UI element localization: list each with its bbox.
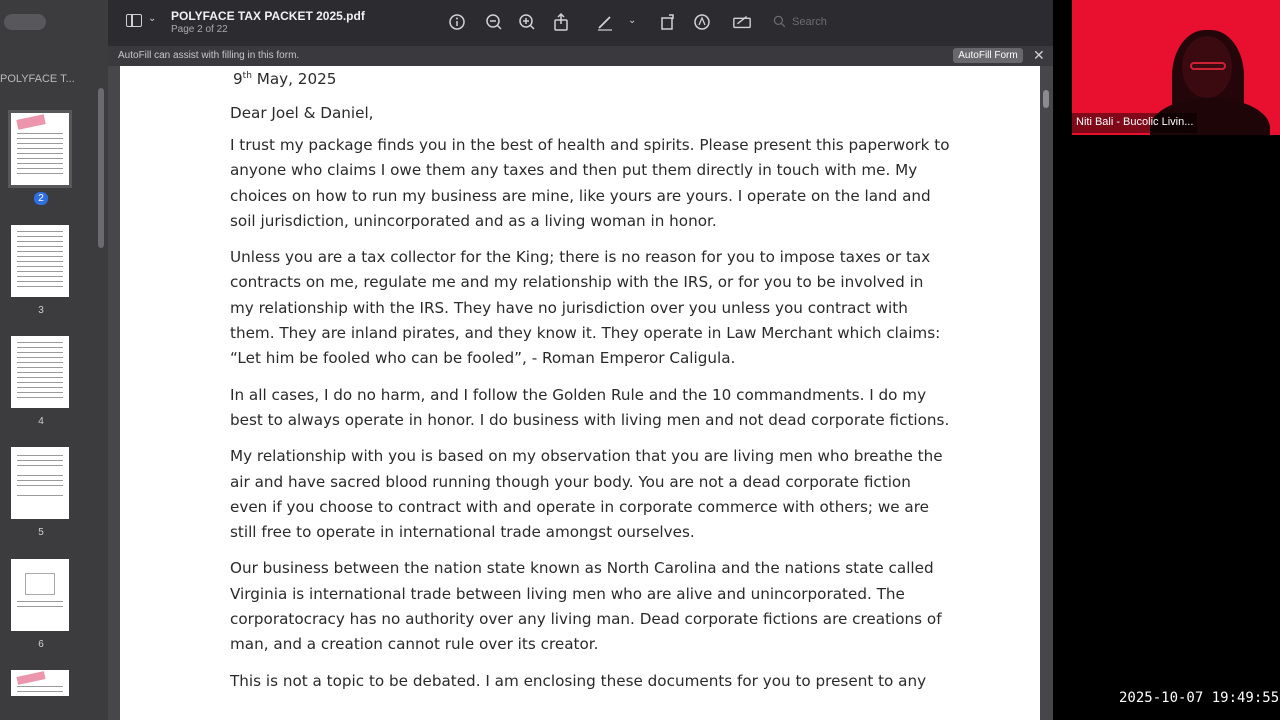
thumbnail-image[interactable] — [11, 670, 69, 696]
thumbnail-page-7-partial[interactable] — [8, 670, 74, 696]
paragraph: Our business between the nation state known as North Carolina and the nations state called Virginia is international trade between living men who are alive and unincorporated. The corporatocracy has no authority over any living man. Dead corporate fictions are creations of man, and a creation cannot rule over its creator. — [230, 559, 942, 654]
thumbnail-page-5[interactable] — [8, 447, 74, 538]
thumbnail-page-number: 4 — [38, 416, 44, 427]
rotate-icon[interactable] — [658, 12, 678, 32]
thumbnail-page-4[interactable] — [8, 336, 74, 427]
thumbnail-page-number: 2 — [8, 193, 74, 204]
thumbnail-image[interactable] — [11, 225, 69, 297]
thumbnail-sidebar — [0, 0, 108, 720]
thumbnail-image[interactable] — [11, 559, 69, 631]
sidebar-toggle-icon[interactable] — [126, 14, 142, 27]
autofill-banner — [108, 46, 1053, 66]
autofill-message: AutoFill can assist with filling in this form. — [118, 50, 300, 61]
thumbnail-image[interactable] — [11, 113, 69, 185]
chevron-down-icon[interactable]: ⌄ — [148, 13, 157, 24]
letter-salutation: Dear Joel & Daniel, — [230, 104, 374, 122]
pdf-page — [120, 66, 1040, 720]
sidebar-pill-control[interactable] — [4, 14, 46, 30]
markup-pen-icon[interactable] — [595, 12, 615, 32]
participant-glasses — [1190, 62, 1226, 70]
paragraph: My relationship with you is based on my observation that you are living men who breathe the air and have sacred blood running though your body. You are not a dead corporate fiction even if you choose to contract with and operate in corporate commerce with others; we are still free to operate in international trade amongst ourselves. — [230, 447, 943, 542]
sidebar-doc-title: POLYFACE T... — [0, 73, 75, 85]
thumbnail-page-2[interactable] — [8, 113, 74, 204]
thumbnail-page-number: 3 — [38, 305, 44, 316]
thumbnail-image[interactable] — [11, 336, 69, 408]
video-participant-tile[interactable] — [1072, 0, 1280, 135]
chevron-down-icon[interactable]: ⌄ — [628, 15, 637, 26]
letter-date: 9th May, 2025 — [233, 70, 337, 88]
search-field[interactable] — [770, 12, 920, 34]
thumbnail-page-number: 5 — [38, 527, 44, 538]
document-title: POLYFACE TAX PACKET 2025.pdf — [171, 9, 365, 23]
document-scrollbar[interactable] — [1043, 90, 1049, 108]
recording-timestamp: 2025-10-07 19:49:55 — [1119, 690, 1280, 706]
paragraph: In all cases, I do no harm, and I follow the Golden Rule and the 10 commandments. I do my best to always operate in honor. I do business with living men and not dead corporate fictions. — [230, 385, 950, 429]
thumbnail-page-6[interactable] — [8, 559, 74, 650]
participant-name: Niti Bali - Bucolic Livin... — [1072, 113, 1197, 133]
share-icon[interactable] — [551, 12, 571, 32]
letter-body — [230, 70, 950, 694]
search-placeholder: Search — [792, 16, 827, 28]
close-icon[interactable]: ✕ — [1033, 47, 1045, 63]
paragraph: This is not a topic to be debated. I am enclosing these documents for you to present to any — [230, 671, 927, 690]
sidebar-scrollbar[interactable] — [98, 88, 104, 248]
autofill-form-button[interactable]: AutoFill Form — [953, 48, 1023, 63]
page-info: Page 2 of 22 — [171, 24, 228, 35]
info-icon[interactable] — [447, 12, 467, 32]
zoom-in-icon[interactable] — [517, 12, 537, 32]
search-icon — [772, 14, 788, 30]
paragraph: I trust my package finds you in the best of health and spirits. Please present this paperwork to anyone who claims I owe them any taxes and then put them directly in touch with me. My choices on how to run my business are mine, like yours are yours. I operate on the land and soil jurisdiction, unincorporated and as a living woman in honor. — [230, 136, 950, 230]
thumbnail-image[interactable] — [11, 447, 69, 519]
thumbnail-page-number: 6 — [38, 639, 44, 650]
zoom-out-icon[interactable] — [484, 12, 504, 32]
paragraph: Unless you are a tax collector for the King; there is no reason for you to impose taxes or tax contracts on me, regulate me and my relationship with the IRS, or for you to be involved in my relationship with the IRS. They have no jurisdiction over you unless you contract with them. They are inland pirates, and they know it. They operate in Law Merchant which claims: “Let him be fooled who can be fooled”, - Roman Emperor Caligula. — [230, 248, 941, 368]
form-fill-icon[interactable] — [732, 12, 754, 32]
thumbnail-page-3[interactable] — [8, 225, 74, 316]
document-viewport[interactable] — [108, 66, 1053, 720]
toolbar — [108, 0, 1053, 46]
annotate-icon[interactable] — [692, 12, 712, 32]
